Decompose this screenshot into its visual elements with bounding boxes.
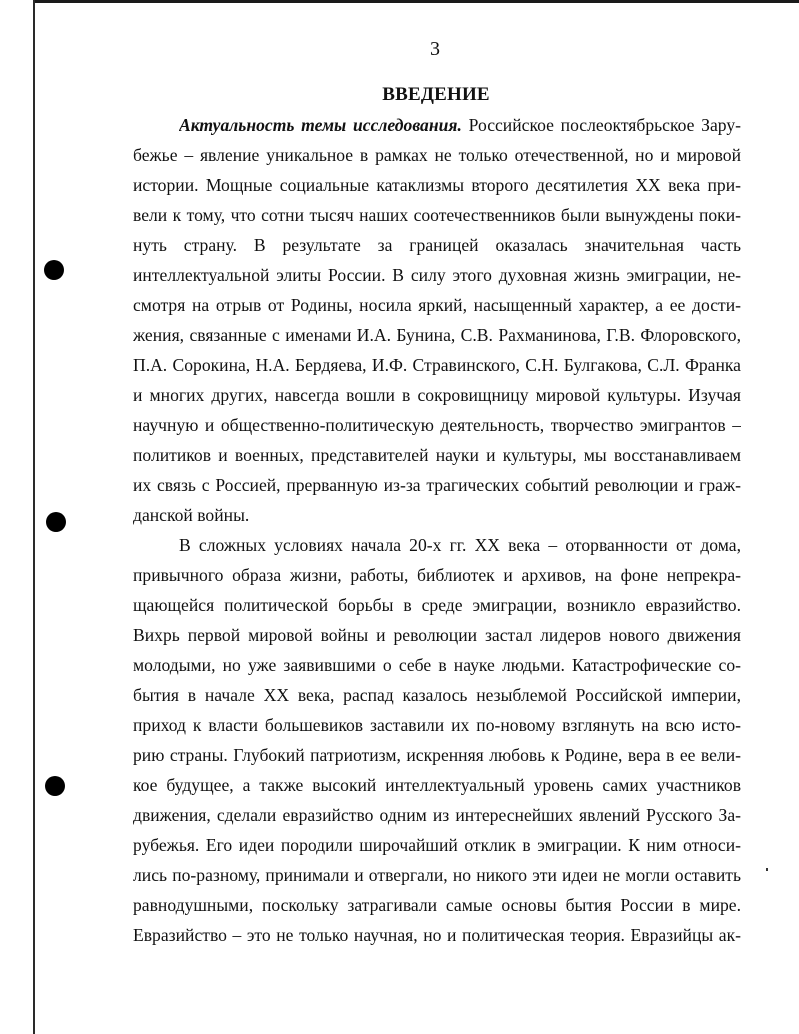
text-line: вели к тому, что сотни тысяч наших соотечественников были вынуждены поки- — [133, 205, 741, 225]
scan-border-left — [33, 0, 35, 1034]
text-line: жения, связанные с именами И.А. Бунина, С.В. Рахманинова, Г.В. Флоровского, — [133, 325, 741, 345]
scan-border-top — [33, 0, 799, 3]
lead-phrase: Актуальность темы исследования. — [179, 115, 462, 135]
text-line: истории. Мощные социальные катаклизмы второго десятилетия XX века при- — [133, 175, 741, 195]
text-line: бежье – явление уникальное в рамках не только отечественной, но и мировой — [133, 145, 741, 165]
text-line: рию страны. Глубокий патриотизм, искренняя любовь к Родине, вера в ее вели- — [133, 745, 741, 765]
text-line: равнодушными, поскольку затрагивали самые основы бытия России в мире. — [133, 895, 741, 915]
text-line: научную и общественно-политическую деятельность, творчество эмигрантов – — [133, 415, 741, 435]
text-line: смотря на отрыв от Родины, носила яркий, насыщенный характер, а ее дости- — [133, 295, 741, 315]
punch-hole-mark — [46, 512, 66, 532]
text-line: кое будущее, а также высокий интеллектуальный уровень самих участников — [133, 775, 741, 795]
text-line: лись по-разному, принимали и отвергали, но никого эти идеи не могли оставить — [133, 865, 741, 885]
text-line — [179, 110, 741, 140]
text-line: данской войны. — [133, 505, 250, 525]
punch-hole-mark — [44, 260, 64, 280]
text-line: нуть страну. В результате за границей оказалась значительная часть — [133, 235, 741, 255]
text-line: бытия в начале XX века, распад казалось незыблемой Российской империи, — [133, 685, 741, 705]
text-line: политиков и военных, представителей науки и культуры, мы восстанавливаем — [133, 445, 741, 465]
page-number: 3 — [430, 38, 440, 60]
text-line: В сложных условиях начала 20-х гг. XX века – оторванности от дома, — [179, 535, 741, 555]
scan-speck — [766, 868, 768, 871]
punch-hole-mark — [45, 776, 65, 796]
text-line: П.А. Сорокина, Н.А. Бердяева, И.Ф. Стравинского, С.Н. Булгакова, С.Л. Франка — [133, 355, 741, 375]
text-line: рубежья. Его идеи породили широчайший отклик в эмиграции. К ним относи- — [133, 835, 741, 855]
text-line: и многих других, навсегда вошли в сокровищницу мировой культуры. Изучая — [133, 385, 741, 405]
text-line: привычного образа жизни, работы, библиотек и архивов, на фоне непрекра- — [133, 565, 741, 585]
text-line: молодыми, но уже заявившими о себе в науке людьми. Катастрофические со- — [133, 655, 741, 675]
text-line: Вихрь первой мировой войны и революции застал лидеров нового движения — [133, 625, 741, 645]
text-line: интеллектуальной элиты России. В силу этого духовная жизнь эмиграции, не- — [133, 265, 741, 285]
text-line-rest: Российское послеоктябрьское Зару- — [461, 115, 741, 135]
text-line: приход к власти большевиков заставили их по-новому взглянуть на всю исто- — [133, 715, 741, 735]
text-line: движения, сделали евразийство одним из интереснейших явлений Русского За- — [133, 805, 741, 825]
text-line: Евразийство – это не только научная, но и политическая теория. Евразийцы ак- — [133, 925, 741, 945]
text-line: их связь с Россией, прерванную из-за трагических событий революции и граж- — [133, 475, 741, 495]
text-line: щающейся политической борьбы в среде эмиграции, возникло евразийство. — [133, 595, 741, 615]
section-heading: ВВЕДЕНИЕ — [382, 84, 490, 105]
